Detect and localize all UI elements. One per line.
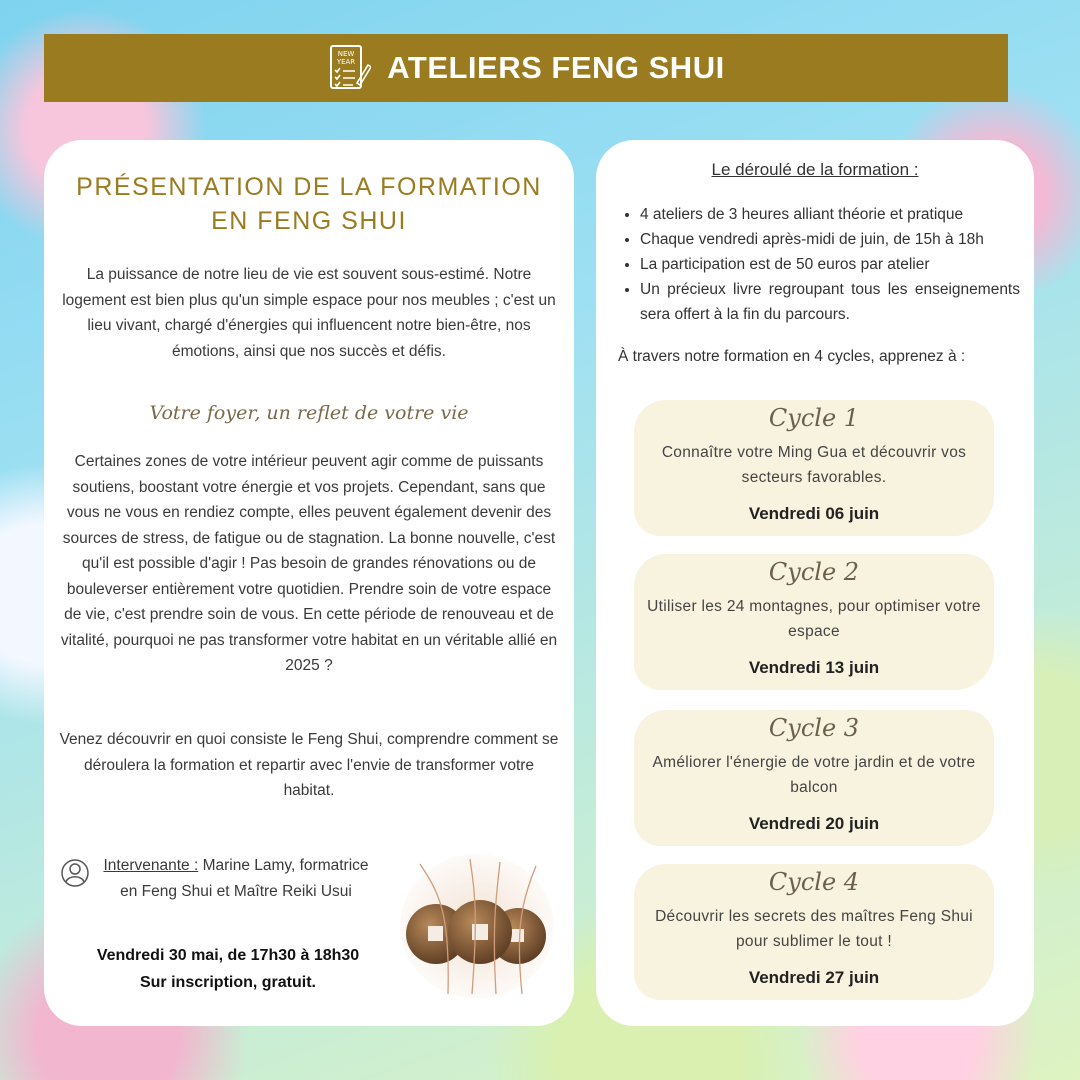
user-icon bbox=[60, 858, 90, 888]
presentation-title-line1: PRÉSENTATION DE LA FORMATION bbox=[76, 173, 542, 201]
cycle-title: Cycle 1 bbox=[768, 404, 860, 432]
event-note: Sur inscription, gratuit. bbox=[139, 974, 316, 991]
bullet-item: • 4 ateliers de 3 heures alliant théorie et pratique bbox=[640, 202, 1020, 227]
presentation-title bbox=[64, 170, 554, 238]
formation-bullets bbox=[640, 202, 1020, 327]
presentation-card bbox=[44, 140, 574, 1026]
cycle-date: Vendredi 06 juin bbox=[748, 504, 880, 523]
bullet-item: • La participation est de 50 euros par atelier bbox=[640, 252, 1020, 277]
banner-title: ATELIERS FENG SHUI bbox=[387, 50, 725, 85]
cycle-card-4 bbox=[634, 864, 994, 1000]
header-banner bbox=[44, 34, 1008, 102]
cycle-card-2 bbox=[634, 554, 994, 690]
speaker-info bbox=[94, 853, 378, 904]
cycle-description: Connaître votre Ming Gua et découvrir vos secteurs favorables. bbox=[661, 444, 967, 486]
presentation-subtitle: Votre foyer, un reflet de votre vie bbox=[149, 402, 469, 424]
presentation-paragraph-1: La puissance de notre lieu de vie est souvent sous-estimé. Notre logement est bien plus qu'un simple espace pour nos meubles ; c'est un lieu vivant, chargé d'énergies qui influencent notre bien-être, nos émotions, ainsi que nos succès et défis. bbox=[62, 266, 556, 360]
speaker-details: Marine Lamy, formatrice en Feng Shui et Maître Reiki Usui bbox=[120, 857, 369, 900]
cycle-description: Améliorer l'énergie de votre jardin et de votre balcon bbox=[652, 754, 976, 796]
formation-card bbox=[596, 140, 1034, 1026]
bullet-item: • Chaque vendredi après-midi de juin, de 15h à 18h bbox=[640, 227, 1020, 252]
event-info bbox=[58, 942, 398, 996]
cycle-title: Cycle 3 bbox=[768, 714, 860, 742]
cycle-date: Vendredi 27 juin bbox=[748, 968, 880, 987]
cycles-intro: À travers notre formation en 4 cycles, apprenez à : bbox=[618, 348, 966, 365]
svg-text:YEAR: YEAR bbox=[337, 58, 356, 66]
presentation-paragraph-2: Certaines zones de votre intérieur peuvent agir comme de puissants soutiens, boostant votre énergie et vos projets. Cependant, sans que vous ne vous en rendiez compte, elles peuvent également devenir des sources de stress, de fatigue ou de stagnation. La bonne nouvelle, c'est qu'il est possible d'agir ! Pas besoin de grandes rénovations ou de bouleverser entièrement votre quotidien. Prendre soin de votre espace de vie, c'est prendre soin de vous. En cette période de renouveau et de vitalité, pourquoi ne pas transformer votre habitat en un véritable allié en 2025 ? bbox=[60, 453, 558, 674]
svg-text:NEW: NEW bbox=[338, 50, 355, 58]
presentation-paragraph-3: Venez découvrir en quoi consiste le Feng Shui, comprendre comment se déroulera la formation et repartir avec l'envie de transformer votre habitat. bbox=[59, 731, 559, 799]
bullet-item: • Un précieux livre regroupant tous les enseignements sera offert à la fin du parcours. bbox=[640, 277, 1020, 327]
cycle-date: Vendredi 13 juin bbox=[748, 658, 880, 677]
new-year-checklist-icon bbox=[327, 43, 371, 93]
feng-shui-coins-image bbox=[400, 854, 554, 998]
cycle-title: Cycle 2 bbox=[768, 558, 860, 586]
cycle-description: Utiliser les 24 montagnes, pour optimiser votre espace bbox=[647, 598, 981, 640]
cycle-description: Découvrir les secrets des maîtres Feng Shui pour sublimer le tout ! bbox=[655, 908, 973, 950]
speaker-label: Intervenante : bbox=[103, 857, 199, 874]
cycle-card-1 bbox=[634, 400, 994, 536]
cycle-card-3 bbox=[634, 710, 994, 846]
event-date: Vendredi 30 mai, de 17h30 à 18h30 bbox=[96, 947, 360, 964]
formation-heading: Le déroulé de la formation : bbox=[711, 160, 919, 179]
cycle-date: Vendredi 20 juin bbox=[748, 814, 880, 833]
cycle-title: Cycle 4 bbox=[768, 868, 860, 896]
presentation-title-line2: EN FENG SHUI bbox=[211, 207, 407, 235]
